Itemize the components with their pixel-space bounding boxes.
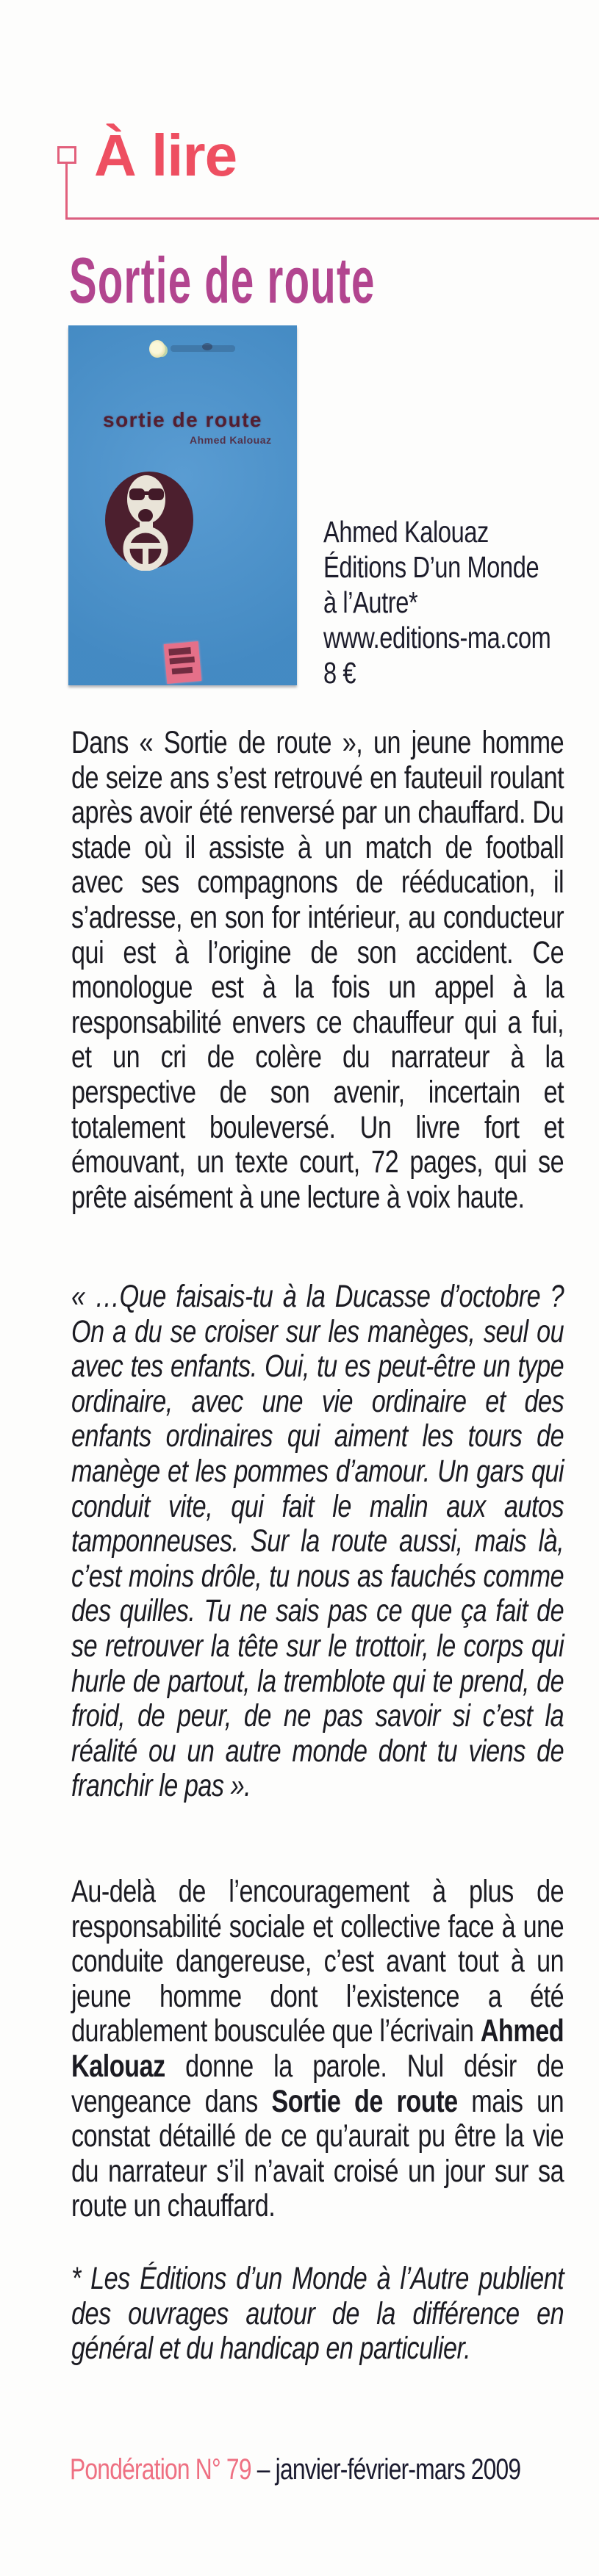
mouth-shape [138, 509, 153, 522]
author-name-bold: Ahmed Kalouaz [71, 2013, 564, 2084]
book-info-publisher-line2: à l’Autre* [323, 585, 418, 619]
book-cover [68, 325, 297, 685]
footer-magazine-ref: Pondération N° 79 [70, 2453, 251, 2486]
publisher-stamp-icon [164, 641, 202, 684]
cover-author: Ahmed Kalouaz [190, 434, 272, 446]
section-marker-square-icon [57, 146, 76, 164]
book-title-bold: Sortie de route [271, 2083, 458, 2119]
book-info-publisher-line1: Éditions D’un Monde [323, 550, 539, 584]
commentary-text-1: Au-delà de l’encouragement à plus de responsabilité sociale et collective face à une conduite dangereuse, c’est avant tout à un jeune homme dont l’existence a été durablement bousculée que l’écrivain [71, 1874, 564, 2049]
book-info-website: www.editions-ma.com [323, 621, 551, 654]
cover-logo-dot-icon [202, 343, 212, 350]
book-info-author: Ahmed Kalouaz [323, 515, 489, 549]
steering-wheel-icon [126, 530, 165, 568]
page-footer [70, 2453, 520, 2486]
driver-portrait-illustration [105, 472, 193, 571]
glasses-bridge [143, 491, 151, 495]
cover-publisher-logo-icon [149, 340, 165, 358]
glasses-right-lens-icon [148, 488, 164, 500]
footer-issue-date: – janvier-février-mars 2009 [251, 2453, 521, 2486]
section-rule [65, 217, 599, 220]
quote-paragraph: « …Que faisais-tu à la Ducasse d’octobre ? On a du se croiser sur les manèges, seul ou avec tes enfants. Oui, tu es peut-être un type ordinaire, avec une vie ordinaire et des enfants ordinaires qui aiment les tours de manège et les pommes d’amour. Un gars qui conduit vite, qui fait le malin aux autos tamponneuses. Sur la route aussi, mais là, c’est moins drôle, tu nous as fauchés comme des quilles. Tu ne sais pas ce que ça fait de se retrouver la tête sur le trottoir, le corps qui hurle de partout, la tremblote qui te prend, de froid, de peur, de ne pas savoir si c’est la réalité ou un autre monde dont tu viens de franchir le pas ». [71, 1279, 564, 1804]
book-info [323, 514, 598, 690]
section-connector-line [65, 163, 68, 219]
section-title: À lire [94, 123, 237, 188]
intro-paragraph: Dans « Sortie de route », un jeune homme de seize ans s’est retrouvé en fauteuil roulant après avoir été renversé par un chauffard. Du stade où il assiste à un match de football avec ses compagnons de rééducation, il s’adresse, en son for intérieur, au conducteur qui est à l’origine de son accident. Ce monologue est à la fois un appel à la responsabilité envers ce chauffeur qui a fui, et un cri de colère du narrateur à la perspective de son avenir, incertain et totalement bouleversé. Un livre fort et émouvant, un texte court, 72 pages, qui se prête aisément à une lecture à voix haute. [71, 725, 564, 1215]
footnote: * Les Éditions d’un Monde à l’Autre publient des ouvrages autour de la différence en général et du handicap en particulier. [71, 2261, 564, 2367]
glasses-left-lens-icon [129, 488, 145, 500]
commentary-text-2: donne la parole. Nul désir de vengeance dans [71, 2048, 564, 2119]
article-title: Sortie de route [69, 244, 376, 317]
commentary-text-3: mais un constat détaillé de ce qu’aurait pu être la vie du narrateur s’il n’avait croisé un jour sur sa route un chauffard. [71, 2083, 564, 2224]
cover-title: sortie de route [103, 408, 262, 431]
commentary-paragraph [71, 1875, 564, 2224]
book-info-price: 8 € [323, 656, 356, 690]
